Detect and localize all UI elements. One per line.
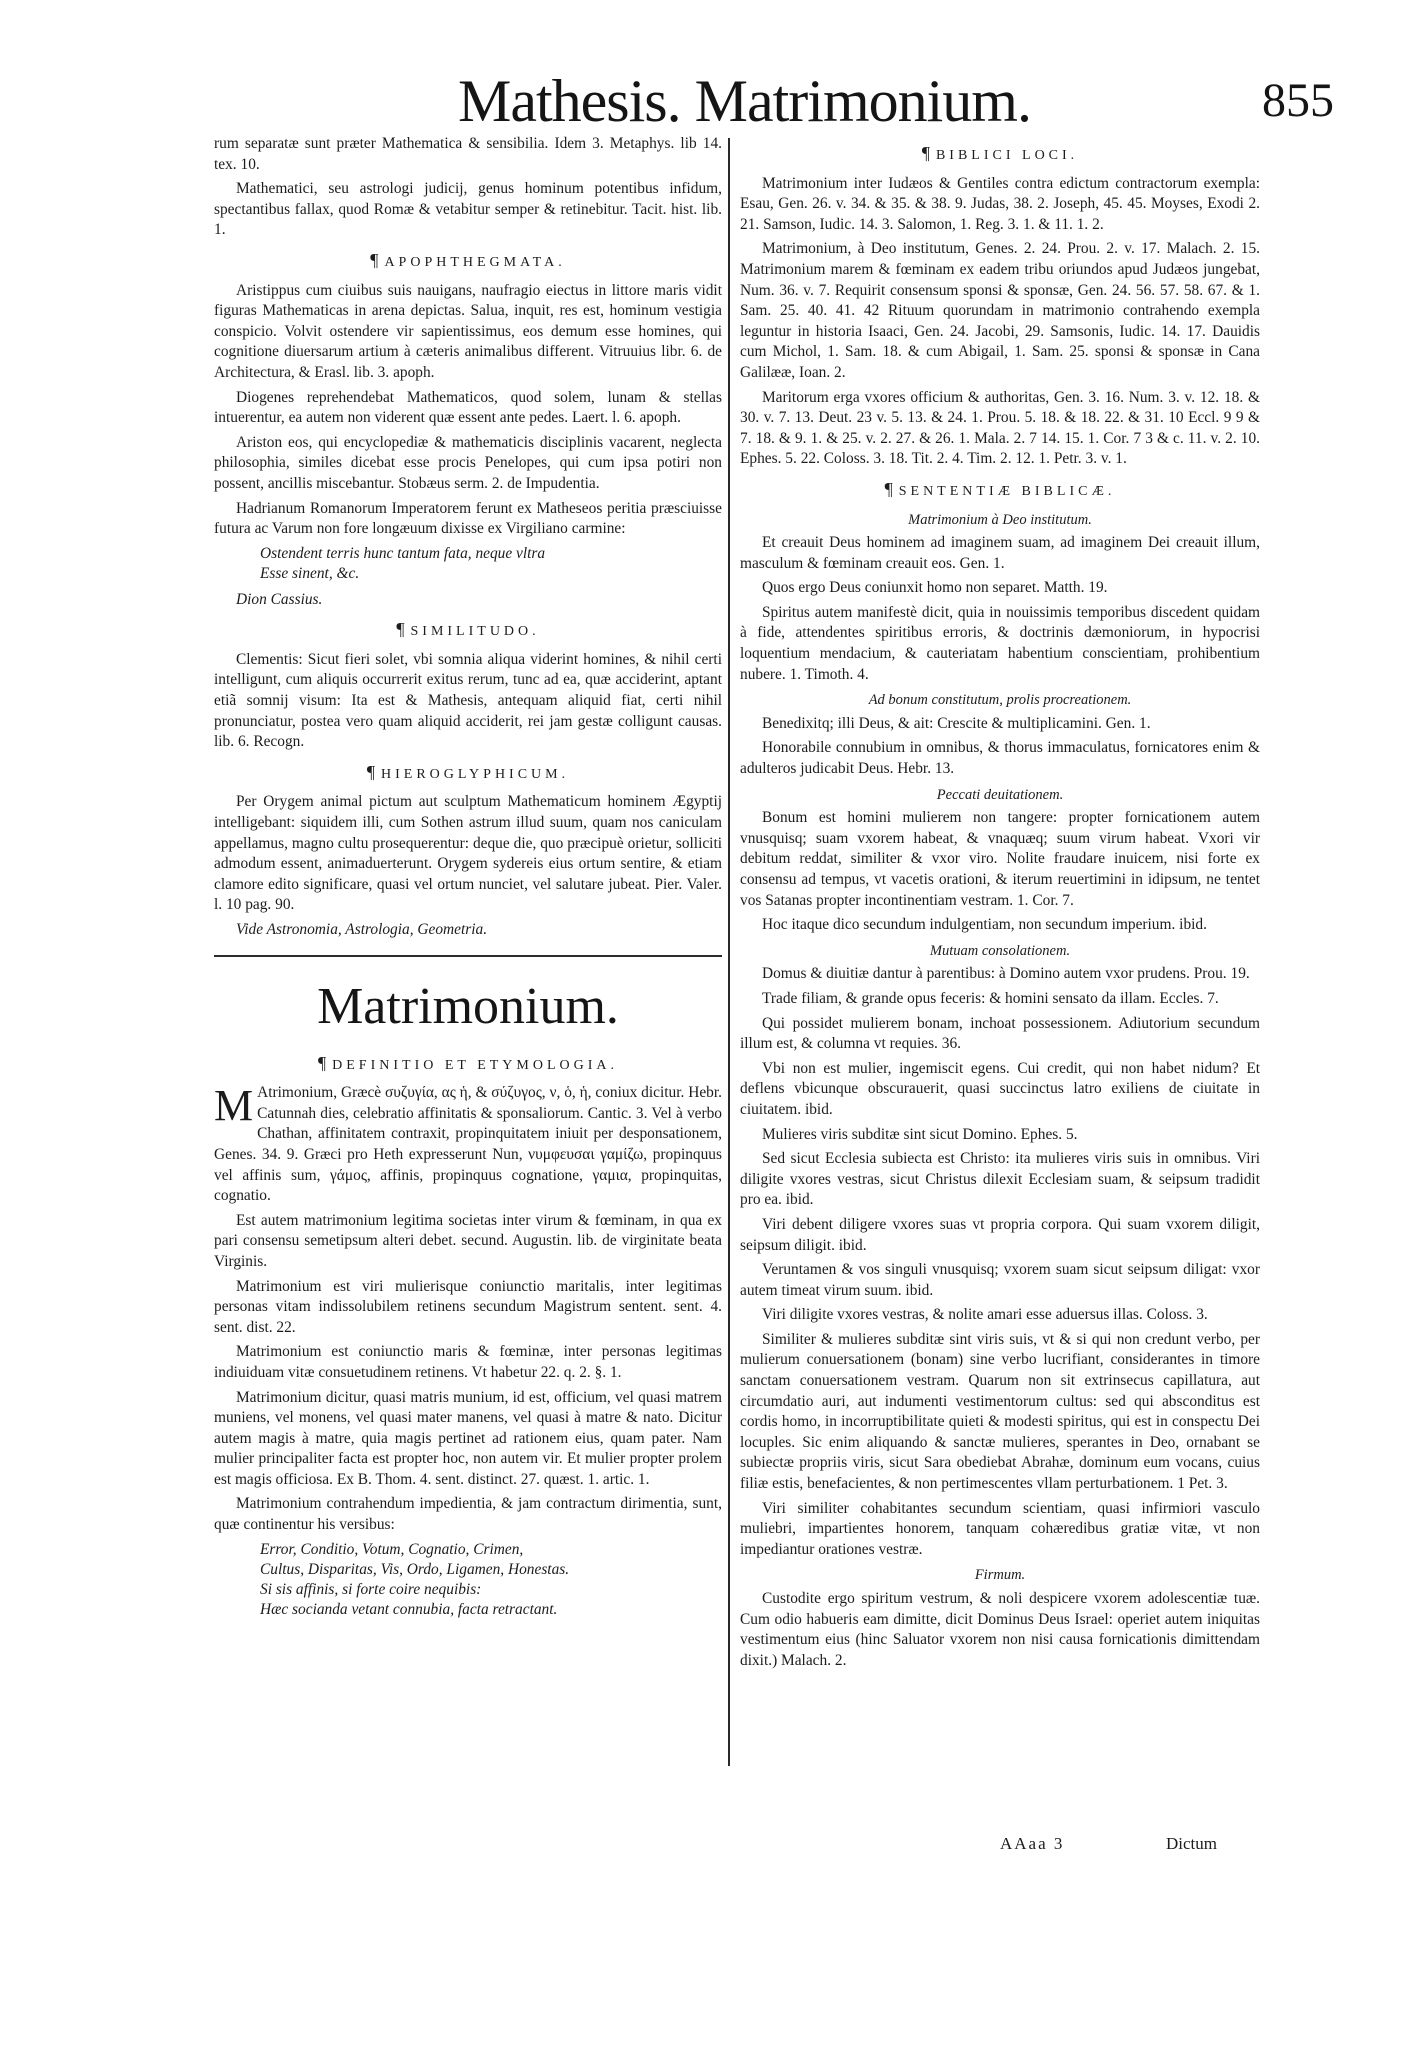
paragraph: Benedixitq; illi Deus, & ait: Crescite & multiplicamini. Gen. 1.	[762, 714, 1151, 732]
pilcrow-icon: ¶	[317, 1052, 327, 1073]
paragraph: Viri debent diligere vxores suas vt propria corpora. Qui suam vxorem diligit, seipsum diligit. ibid.	[740, 1215, 1260, 1254]
paragraph: Per Orygem animal pictum aut sculptum Mathematicum hominem Ægyptij intelligebant: siquidem illi, cum Sothen astrum illud suum, quam nos caniculam appellamus, magno cultu prosequerentur: deque die, quo præcipuè orietur, solliciti admodum essent, animaduerterunt. Orygem sydereis eius ortum sentire, & etiam clamore edito significare, quasi vel ortum nunciet, vel salutare jubeat. Pier. Valer. l. 10 pag. 90.	[214, 793, 722, 914]
paragraph: Mathematici, seu astrologi judicij, genus hominum potentibus infidum, spectantibus fallax, quod Romæ & vetabitur semper & retinebitur. Tacit. hist. lib. 1.	[214, 180, 722, 239]
cross-reference: Vide Astronomia, Astrologia, Geometria.	[236, 921, 488, 938]
page-number: 855	[1262, 74, 1334, 127]
paragraph-text: Atrimonium, Græcè συζυγία, ας ἡ, & σύζυγος, ν, ὁ, ἡ, coniux dicitur. Hebr. Catunnah dies, celebratio affinitatis & sponsaliorum. Cantic. 3. Vel à verbo Chathan, affinitatem contraxit, propinquitatem iniuit per desponsationem, Genes. 34. 9. Græci pro Heth expresserunt Nun, νυμφευσαι γαμίζω, propinquus vel affinis sum, γάμος, affinis, propinquus cognatione, γαμια, propinquitas, cognatio.	[214, 1084, 722, 1205]
section-title: Matrimonium.	[317, 977, 619, 1035]
paragraph: Bonum est homini mulierem non tangere: propter fornicationem autem vnusquisq; suam vxorem habeat, & vnaquæq; suum virum habeat. Vxori vir debitum reddat, similiter & vxor viro. Nolite fraudare inuicem, nisi forte ex consensu ad tempus, vt vacetis orationi, & iterum reuertimini in idipsum, ne tentet vos Satanas propter incontinentiam vestram. 1. Cor. 7.	[740, 809, 1260, 909]
heading-label: HIEROGLYPHICUM.	[381, 766, 570, 782]
paragraph: Custodite ergo spiritum vestrum, & noli despicere vxorem adolescentiæ tuæ. Cum odio habueris eam dimitte, dicit Dominus Deus Israel: operiet autem iniquitas vestimentum eius (hinc Saluator vxorem non nisi causa fornicationis dimittendam dixit.) Malach. 2.	[740, 1590, 1260, 1669]
paragraph: Domus & diuitiæ dantur à parentibus: à Domino autem vxor prudens. Prou. 19.	[762, 965, 1250, 983]
paragraph: Honorabile connubium in omnibus, & thorus immaculatus, fornicatores enim & adulteros judicabit Deus. Hebr. 13.	[740, 739, 1260, 778]
heading-label: BIBLICI LOCI.	[935, 148, 1079, 163]
paragraph: Matrimonium est viri mulierisque coniunctio maritalis, inter legitimas personas vitam indissolubilem retinens secundum Magistrum sentent. sent. 4. sent. dist. 22.	[214, 1277, 722, 1336]
verse-line: Cultus, Disparitas, Vis, Ordo, Ligamen, Honestas.	[260, 1560, 570, 1578]
section-heading	[214, 250, 722, 274]
column-rule	[728, 138, 730, 1766]
paragraph: Matrimonium, à Deo institutum, Genes. 2. 24. Prou. 2. v. 17. Malach. 2. 15. Matrimonium marem & fœminam ex eadem tribu oriundos apud Judæos jungebat, Num. 36. v. 7. Requirit consensum sponsi & sponsæ, Gen. 24. 56. 57. 58. 67. & 1. Sam. 25. 40. 41. 42 Rituum quorundam in matrimonio contrahendo exempla leguntur in historia Isaaci, Gen. 24. Jacobi, 29. Samsonis, Iudic. 14. 17. Dauidis cum Michol, 1. Sam. 18. & cum Abigail, 1. Sam. 25. sponsi & sponsæ in Cana Galilææ, Ioan. 2.	[740, 240, 1260, 381]
paragraph: Matrimonium dicitur, quasi matris munium, id est, officium, vel quasi matrem muniens, vel monens, vel quasi mater manens, vel quasi à matre & nato. Dicitur autem magis à matre, quia magis pertinet ad rationem eius, quam pater. Nam mulier principaliter facta est propter hoc, non autem vir. Et mulier propter prolem est magis officiosa. Ex B. Thom. 4. sent. distinct. 27. quæst. 1. artic. 1.	[214, 1388, 722, 1488]
paragraph: rum separatæ sunt præter Mathematica & sensibilia. Idem 3. Metaphys. lib 14. tex. 10.	[214, 135, 722, 173]
section-heading	[214, 762, 722, 786]
verse-block	[260, 544, 722, 584]
paragraph: Viri diligite vxores vestras, & nolite amari esse aduersus illas. Coloss. 3.	[762, 1306, 1208, 1324]
subheading: Peccati deuitationem.	[936, 786, 1064, 803]
citation: Dion Cassius.	[236, 590, 323, 608]
paragraph: Spiritus autem manifestè dicit, quia in nouissimis temporibus discedent quidam à fide, attendentes spiritibus erroris, & doctrinis dæmoniorum, in hypocrisi loquentium mendacium, & cauteriatam habentium conscientiam, prohibentium nubere. 1. Timoth. 4.	[740, 603, 1260, 683]
verse-line: Esse sinent, &c.	[260, 564, 360, 582]
pilcrow-icon: ¶	[396, 619, 405, 640]
subheading: Matrimonium à Deo institutum.	[908, 511, 1092, 528]
paragraph: Diogenes reprehendebat Mathematicos, quod solem, lunam & stellas intuerentur, ea autem non viderent quæ essent ante pedes. Laert. l. 6. apoph.	[214, 388, 722, 427]
pilcrow-icon: ¶	[370, 249, 379, 270]
section-divider	[214, 955, 722, 957]
paragraph: Maritorum erga vxores officium & authoritas, Gen. 3. 16. Num. 3. v. 12. 18. & 30. v. 7. 13. Deut. 23 v. 5. 13. & 24. 1. Prou. 5. 18. & 18. 22. & 31. 10 Eccl. 9 9 & 7. 18. & 9. 1. & 25. v. 2. 27. & 26. 1. Mala. 2. 7 14. 15. 1. Cor. 7 3 & c. 11. v. 2. 10. Ephes. 5. 22. Coloss. 3. 18. Tit. 2. 4. Tim. 2. 12. 1. Petr. 3. v. 1.	[740, 388, 1260, 468]
right-column	[740, 134, 1260, 1824]
paragraph: Qui possidet mulierem bonam, inchoat possessionem. Adiutorium secundum illum est, & columna vt requies. 36.	[740, 1014, 1260, 1053]
paragraph: Mulieres viris subditæ sint sicut Domino. Ephes. 5.	[762, 1125, 1078, 1143]
running-head: Mathesis. Matrimonium.	[458, 68, 1031, 134]
subheading: Ad bonum constitutum, prolis procreationem.	[868, 692, 1132, 709]
heading-label: APOPHTHEGMATA.	[384, 254, 566, 270]
paragraph: Sed sicut Ecclesia subiecta est Christo: ita mulieres viris suis in omnibus. Viri diligite vxores vestras, sicut Christus dilexit Ecclesiam suam, & seipsum tradidit pro ea. ibid.	[740, 1150, 1260, 1209]
paragraph: Quos ergo Deus coniunxit homo non separet. Matth. 19.	[762, 579, 1108, 597]
section-heading	[740, 143, 1260, 167]
section-heading	[214, 619, 722, 643]
catchword: Dictum	[1166, 1834, 1217, 1853]
left-column	[214, 134, 722, 1824]
verse-line: Hæc socianda vetant connubia, facta retractant.	[260, 1600, 558, 1618]
paragraph: Trade filiam, & grande opus feceris: & homini sensato da illam. Eccles. 7.	[762, 989, 1219, 1007]
heading-label: DEFINITIO ET ETYMOLOGIA.	[332, 1057, 619, 1073]
paragraph	[214, 1083, 722, 1207]
verse-line: Si sis affinis, si forte coire nequibis:	[260, 1580, 482, 1598]
heading-label: SIMILITUDO.	[410, 624, 540, 640]
paragraph: Clementis: Sicut fieri solet, vbi somnia aliqua viderint homines, & nihil certi intelligunt, cum aliquis occurrerit exitus rerum, tunc ad ea, quæ acciderint, aptant etiã somnij visum: Ita est & Mathesis, antequam aliquid fiat, certi nihil pronunciatur, postea vero quam aliquid acciderit, rei jam gestæ colligunt causas. lib. 6. Recogn.	[214, 650, 722, 751]
drop-cap: M	[214, 1081, 254, 1131]
paragraph: Et creauit Deus hominem ad imaginem suam, ad imaginem Dei creauit illum, masculum & fœminam creauit eos. Gen. 1.	[740, 534, 1260, 572]
verse-line: Error, Conditio, Votum, Cognatio, Crimen,	[260, 1540, 524, 1558]
section-heading	[740, 479, 1260, 503]
section-heading	[214, 1053, 722, 1077]
paragraph: Est autem matrimonium legitima societas inter virum & fœminam, in qua ex pari consensu semetipsum alteri debet. secund. Augustin. lib. de virginitate beata Virginis.	[214, 1211, 722, 1270]
verse-block	[260, 1540, 722, 1620]
paragraph: Vbi non est mulier, ingemiscit egens. Cui credit, qui non habet nidum? Et deflens vbicunque obscurauerit, quasi succinctus latro exiliens de ciuitate in ciuitatem. ibid.	[740, 1059, 1260, 1118]
paragraph: Similiter & mulieres subditæ sint viris suis, vt & si qui non credunt verbo, per mulierum conuersationem (bonam) sine verbo lucrifiant, considerantes in timore sanctam conuersationem vestram. Quarum non sit extrinsecus capillatura, aut circumdatio auri, aut indumenti vestimentorum cultus: sed qui absconditus est cordis homo, in incorruptibilitate quieti & modesti spiritus, qui est in conspectu Dei locuples. Sic enim aliquando & sanctæ mulieres, sperantes in Deo, ornabant se subiectæ propriis viris, sicut Sara obediebat Abrahæ, dominum eum vocans, cuius filiæ estis, benefacientes, & non pertimescentes vllam perturbationem. 1 Pet. 3.	[740, 1330, 1260, 1493]
paragraph: Matrimonium inter Iudæos & Gentiles contra edictum contractorum exempla: Esau, Gen. 26. v. 34. & 35. & 38. 9. Judas, 38. 2. Joseph, 45. 45. Moyses, Exodi 2. 21. Samson, Iudic. 14. 3. Salomon, 1. Reg. 3. 1. & 11. 1. 2.	[740, 174, 1260, 233]
paragraph: Matrimonium est coniunctio maris & fœminæ, inter personas legitimas indiuiduam vitæ consuetudinem retinens. Vt habetur 22. q. 2. §. 1.	[214, 1343, 722, 1381]
subheading: Mutuam consolationem.	[929, 942, 1071, 959]
paragraph: Hadrianum Romanorum Imperatorem ferunt ex Matheseos peritia præsciuisse futura ac Varum non fore longæuum dixisse ex Virgiliano carmine:	[214, 499, 722, 538]
pilcrow-icon: ¶	[884, 478, 893, 499]
paragraph: Viri similiter cohabitantes secundum scientiam, quasi infirmiori vasculo muliebri, impartientes honorem, tanquam cohæredibus gratiæ vitæ, vt non impediantur orationes vestræ.	[740, 1499, 1260, 1558]
pilcrow-icon: ¶	[921, 143, 930, 163]
subheading: Firmum.	[974, 1567, 1026, 1584]
pilcrow-icon: ¶	[366, 761, 376, 782]
paragraph: Veruntamen & vos singuli vnusquisq; vxorem suam sicut seipsum diligat: vxor autem timeat virum suum. ibid.	[740, 1261, 1260, 1299]
paragraph: Matrimonium contrahendum impedientia, & jam contractum dirimentia, sunt, quæ continentur his versibus:	[214, 1495, 722, 1534]
paragraph: Hoc itaque dico secundum indulgentiam, non secundum imperium. ibid.	[762, 916, 1207, 934]
paragraph: Ariston eos, qui encyclopediæ & mathematicis disciplinis vacarent, neglecta philosophia, similes dicebat esse procis Penelopes, qui cum ipsa potiri non possent, ancillis miscebantur. Stobæus serm. 2. de Impudentia.	[214, 433, 722, 492]
signature-mark: AAaa 3	[1000, 1834, 1065, 1853]
paragraph: Aristippus cum ciuibus suis nauigans, naufragio eiectus in littore maris vidit figuras Mathematicas in arena depictas. Salua, inquit, res est, hominum vestigia conspicio. Volvit ostendere vir sapientissimus, eos demum esse homines, qui cognitione diuersarum artium à cæteris animalibus different. Vitruuius libr. 6. de Architectura, & Erasl. lib. 3. apoph.	[214, 281, 722, 381]
heading-label: SENTENTIÆ BIBLICÆ.	[898, 483, 1116, 499]
verse-line: Ostendent terris hunc tantum fata, neque vltra	[260, 544, 546, 562]
